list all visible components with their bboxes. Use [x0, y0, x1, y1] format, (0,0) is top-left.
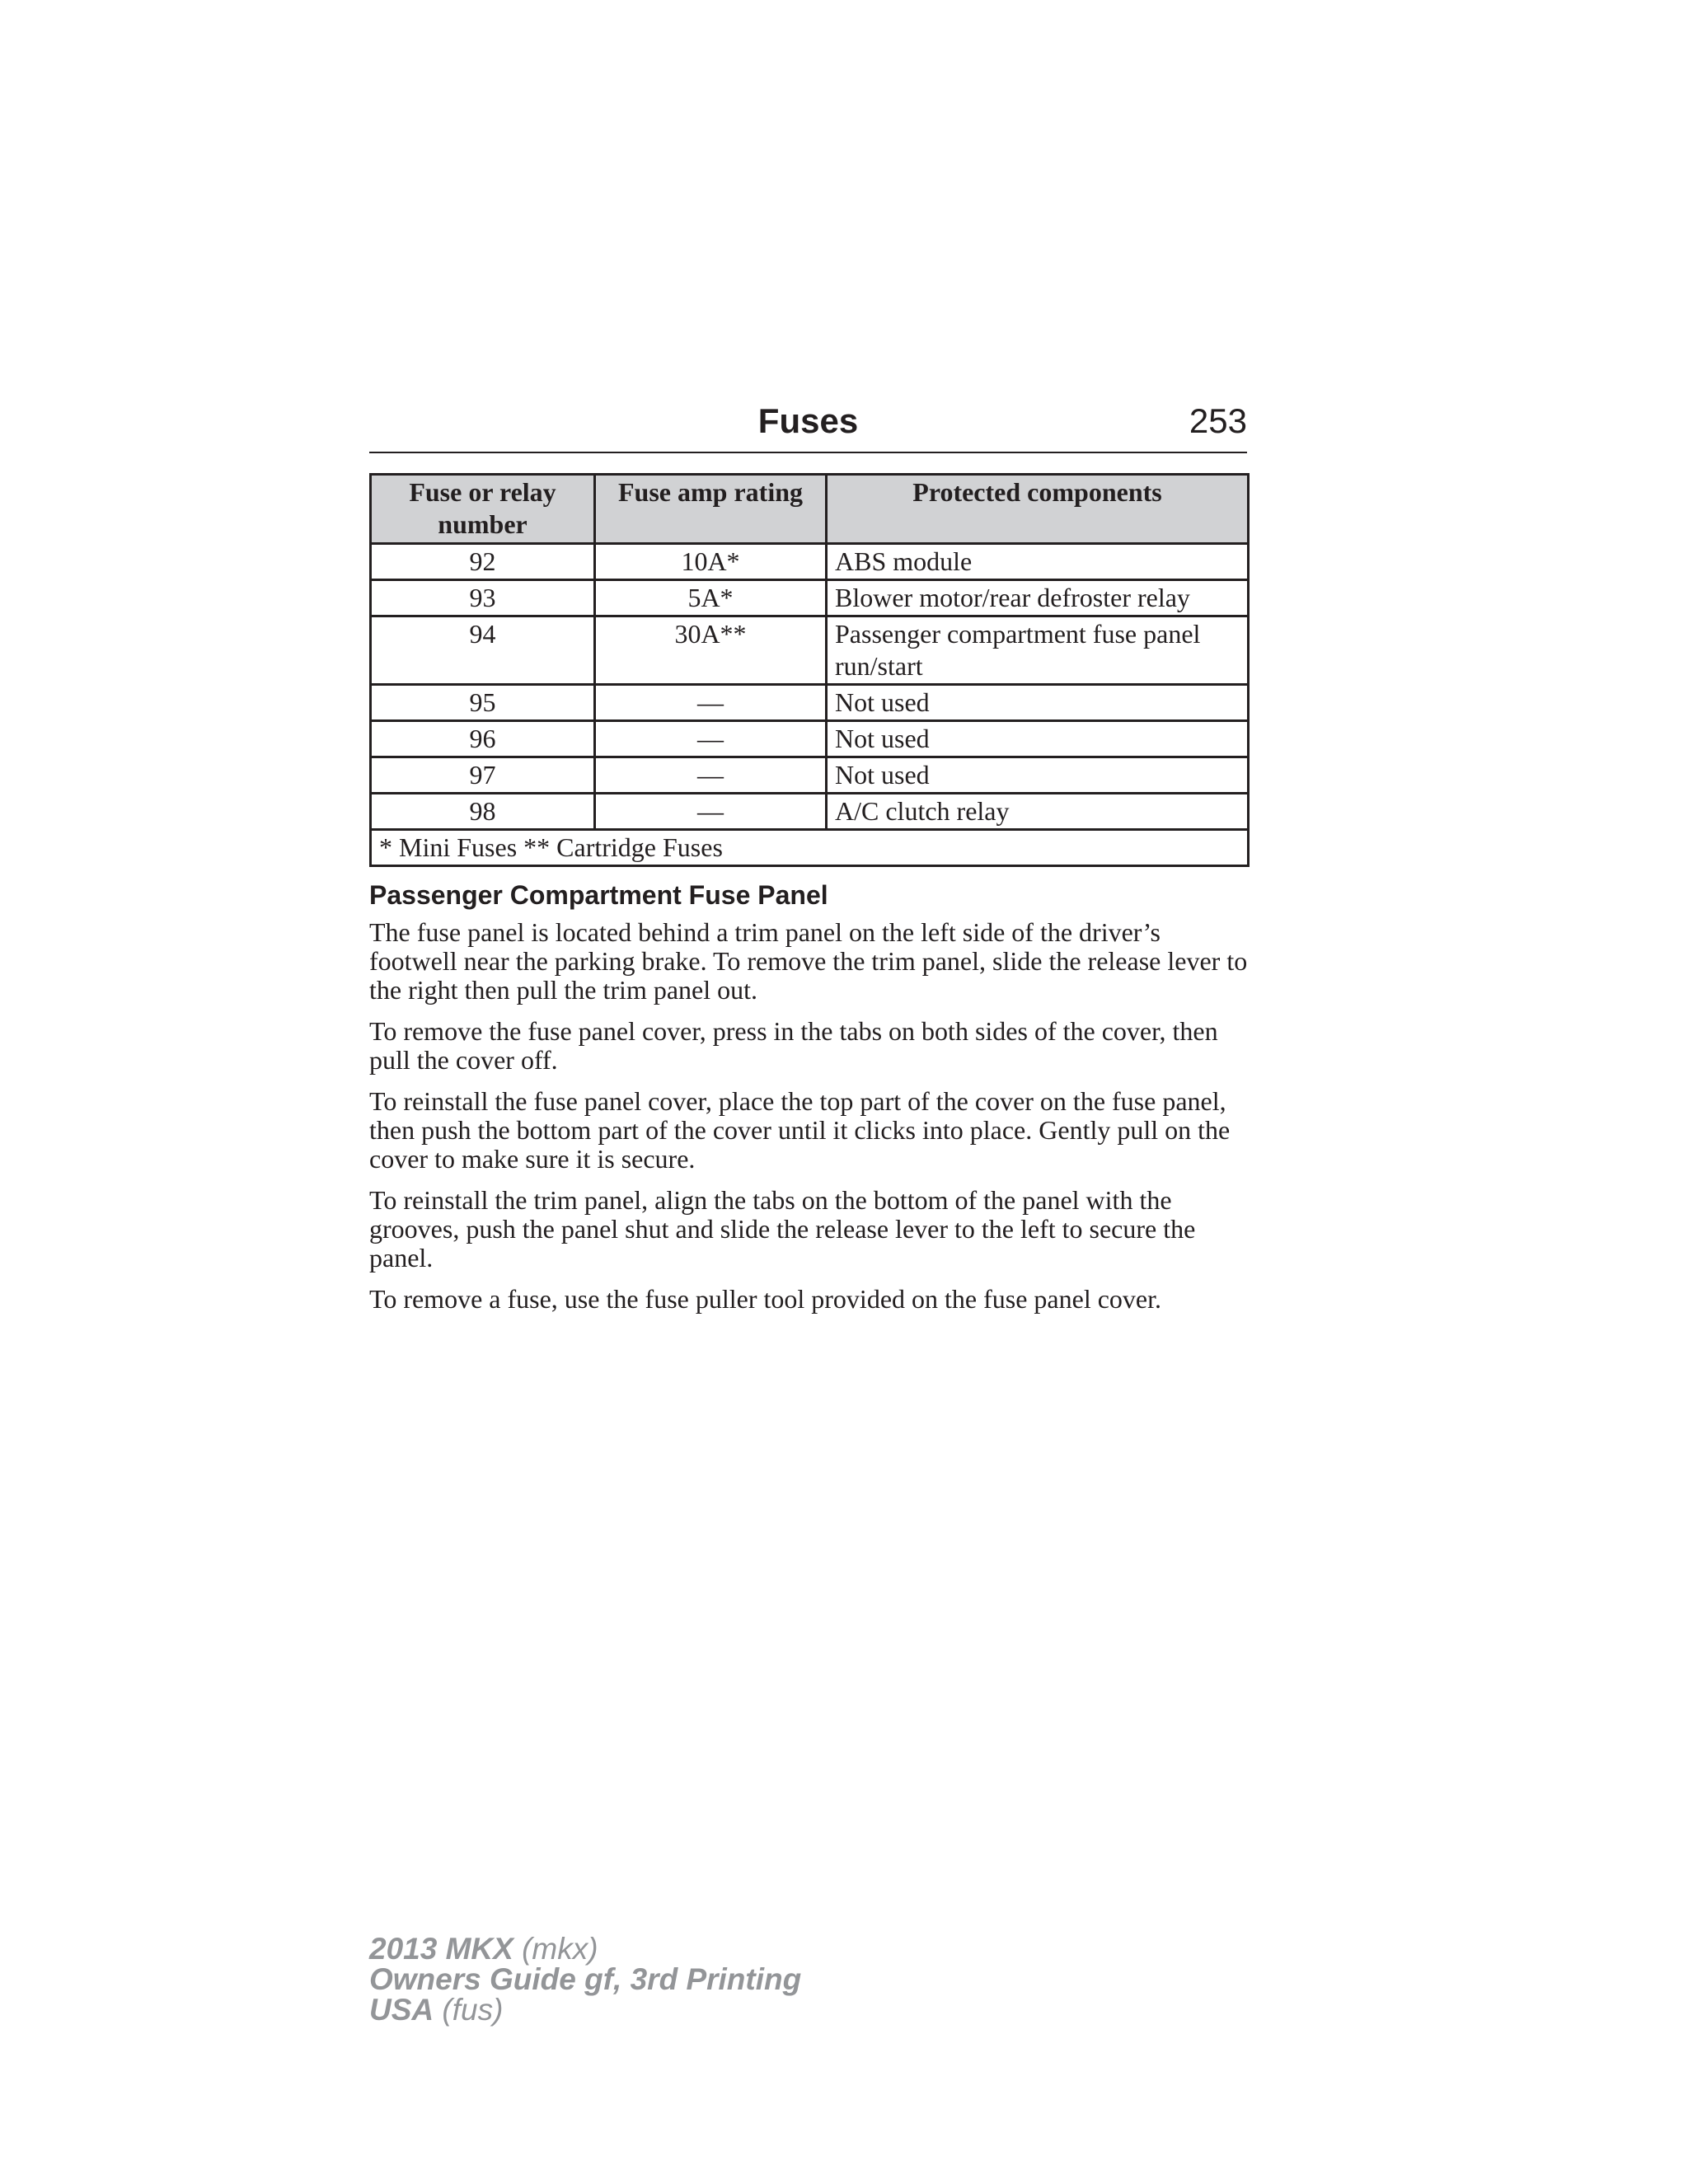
- protected-component-cell: Not used: [827, 757, 1249, 794]
- protected-component-cell: Passenger compartment fuse panel run/start: [827, 616, 1249, 685]
- page-footer: [369, 1933, 801, 2025]
- paragraph: The fuse panel is located behind a trim panel on the left side of the driver’s footwell near the parking brake. To remove the trim panel, slide the release lever to the right then pull the trim panel out.: [369, 917, 1248, 1005]
- amp-rating-cell: 30A**: [595, 616, 827, 685]
- table-row: [371, 616, 1249, 685]
- protected-component-cell: Not used: [827, 685, 1249, 721]
- section-content: [369, 879, 1251, 1326]
- footer-line-model: [369, 1933, 801, 1964]
- column-header-amp-rating: Fuse amp rating: [595, 475, 827, 544]
- column-header-protected-components: Protected components: [827, 475, 1249, 544]
- fuse-number-cell: 94: [371, 616, 595, 685]
- table-footnote-row: [371, 830, 1249, 866]
- amp-rating-cell: 10A*: [595, 544, 827, 580]
- fuse-number-cell: 98: [371, 794, 595, 830]
- amp-rating-cell: —: [595, 757, 827, 794]
- table-row: [371, 757, 1249, 794]
- footer-line-guide: [369, 1964, 801, 1994]
- protected-component-cell: Blower motor/rear defroster relay: [827, 580, 1249, 616]
- amp-rating-cell: 5A*: [595, 580, 827, 616]
- amp-rating-cell: —: [595, 721, 827, 757]
- paragraph: To remove the fuse panel cover, press in the tabs on both sides of the cover, then pull the cover off.: [369, 1016, 1218, 1075]
- table-row: [371, 685, 1249, 721]
- fuse-number-cell: 95: [371, 685, 595, 721]
- fuse-number-cell: 96: [371, 721, 595, 757]
- footer-guide: Owners Guide gf, 3rd Printing: [369, 1962, 802, 1996]
- paragraph: To reinstall the fuse panel cover, place the top part of the cover on the fuse panel, then push the bottom part of the cover until it clicks into place. Gently pull on the cover to make sure it is secure.: [369, 1086, 1231, 1174]
- table-row: [371, 794, 1249, 830]
- amp-rating-cell: —: [595, 794, 827, 830]
- footer-market-code: (fus): [442, 1993, 504, 2027]
- amp-rating-cell: —: [595, 685, 827, 721]
- page-header: [369, 397, 1247, 453]
- protected-component-cell: ABS module: [827, 544, 1249, 580]
- paragraph: To remove a fuse, use the fuse puller tool provided on the fuse panel cover.: [369, 1284, 1162, 1314]
- table-header-row: [371, 475, 1249, 544]
- fuse-number-cell: 97: [371, 757, 595, 794]
- table-row: [371, 721, 1249, 757]
- fuse-table: [369, 473, 1250, 867]
- table-footnote: * Mini Fuses ** Cartridge Fuses: [371, 830, 1249, 866]
- protected-component-cell: A/C clutch relay: [827, 794, 1249, 830]
- page-title: Fuses: [757, 401, 859, 440]
- fuse-number-cell: 93: [371, 580, 595, 616]
- page-number: 253: [1189, 401, 1247, 440]
- table-row: [371, 580, 1249, 616]
- table-row: [371, 544, 1249, 580]
- footer-model: 2013 MKX: [369, 1932, 513, 1966]
- fuse-number-cell: 92: [371, 544, 595, 580]
- footer-line-market: [369, 1994, 801, 2025]
- paragraph: To reinstall the trim panel, align the tabs on the bottom of the panel with the grooves, push the panel shut and slide the release lever to the left to secure the panel.: [369, 1185, 1196, 1272]
- footer-market: USA: [369, 1993, 434, 2027]
- footer-model-code: (mkx): [522, 1932, 598, 1966]
- section-heading: Passenger Compartment Fuse Panel: [369, 880, 828, 910]
- protected-component-cell: Not used: [827, 721, 1249, 757]
- column-header-fuse-number: Fuse or relay number: [371, 475, 595, 544]
